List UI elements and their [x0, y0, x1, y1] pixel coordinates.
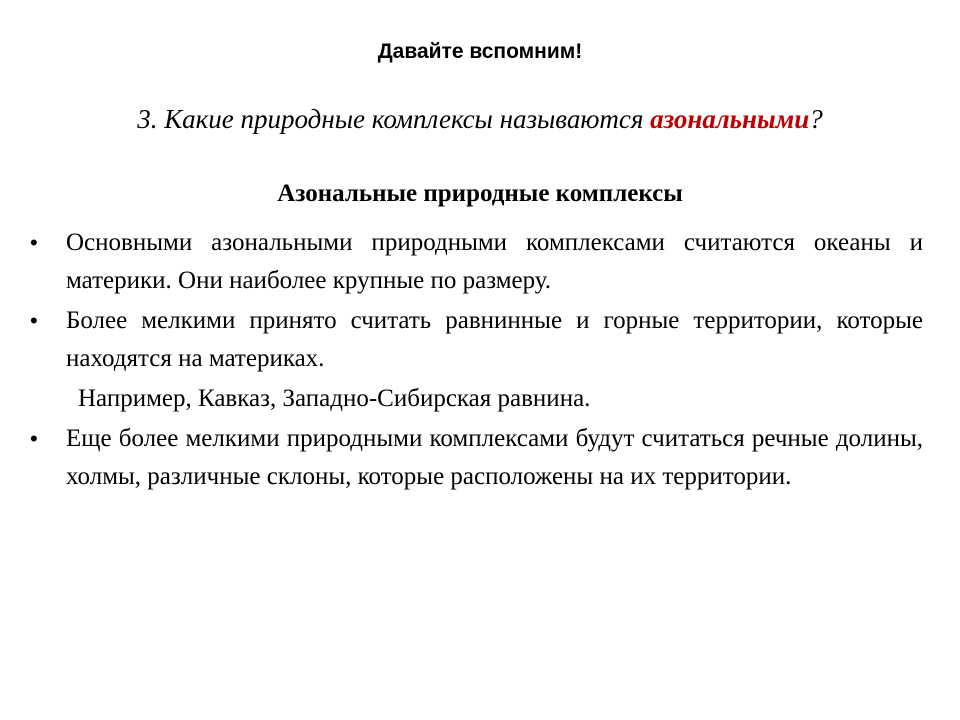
bullet-text: Более мелкими принято считать равнинные и горные территории, которые находятся на материках. — [66, 307, 923, 372]
bullet-item — [30, 420, 923, 496]
question-suffix: ? — [809, 104, 823, 134]
bullet-item — [30, 302, 923, 378]
bullet-dot-icon: • — [30, 426, 38, 451]
content-body — [30, 224, 923, 496]
bullet-text: Основными азональными природными комплексами считаются океаны и материки. Они наиболее крупные по размеру. — [66, 229, 923, 294]
question-text — [0, 104, 960, 135]
slide-heading: Давайте вспомним! — [377, 40, 583, 63]
bullet-text: Еще более мелкими природными комплексами будут считаться речные долины, холмы, различные склоны, которые расположены на их территории. — [66, 425, 923, 490]
example-text: Например, Кавказ, Западно-Сибирская равнина. — [78, 385, 591, 412]
question-highlight: азональными — [650, 104, 810, 134]
question-prefix: 3. Какие природные комплексы называются — [137, 104, 651, 134]
bullet-dot-icon: • — [30, 308, 38, 333]
bullet-dot-icon: • — [30, 230, 38, 255]
bullet-item — [30, 224, 923, 300]
section-title: Азональные природные комплексы — [277, 180, 683, 207]
